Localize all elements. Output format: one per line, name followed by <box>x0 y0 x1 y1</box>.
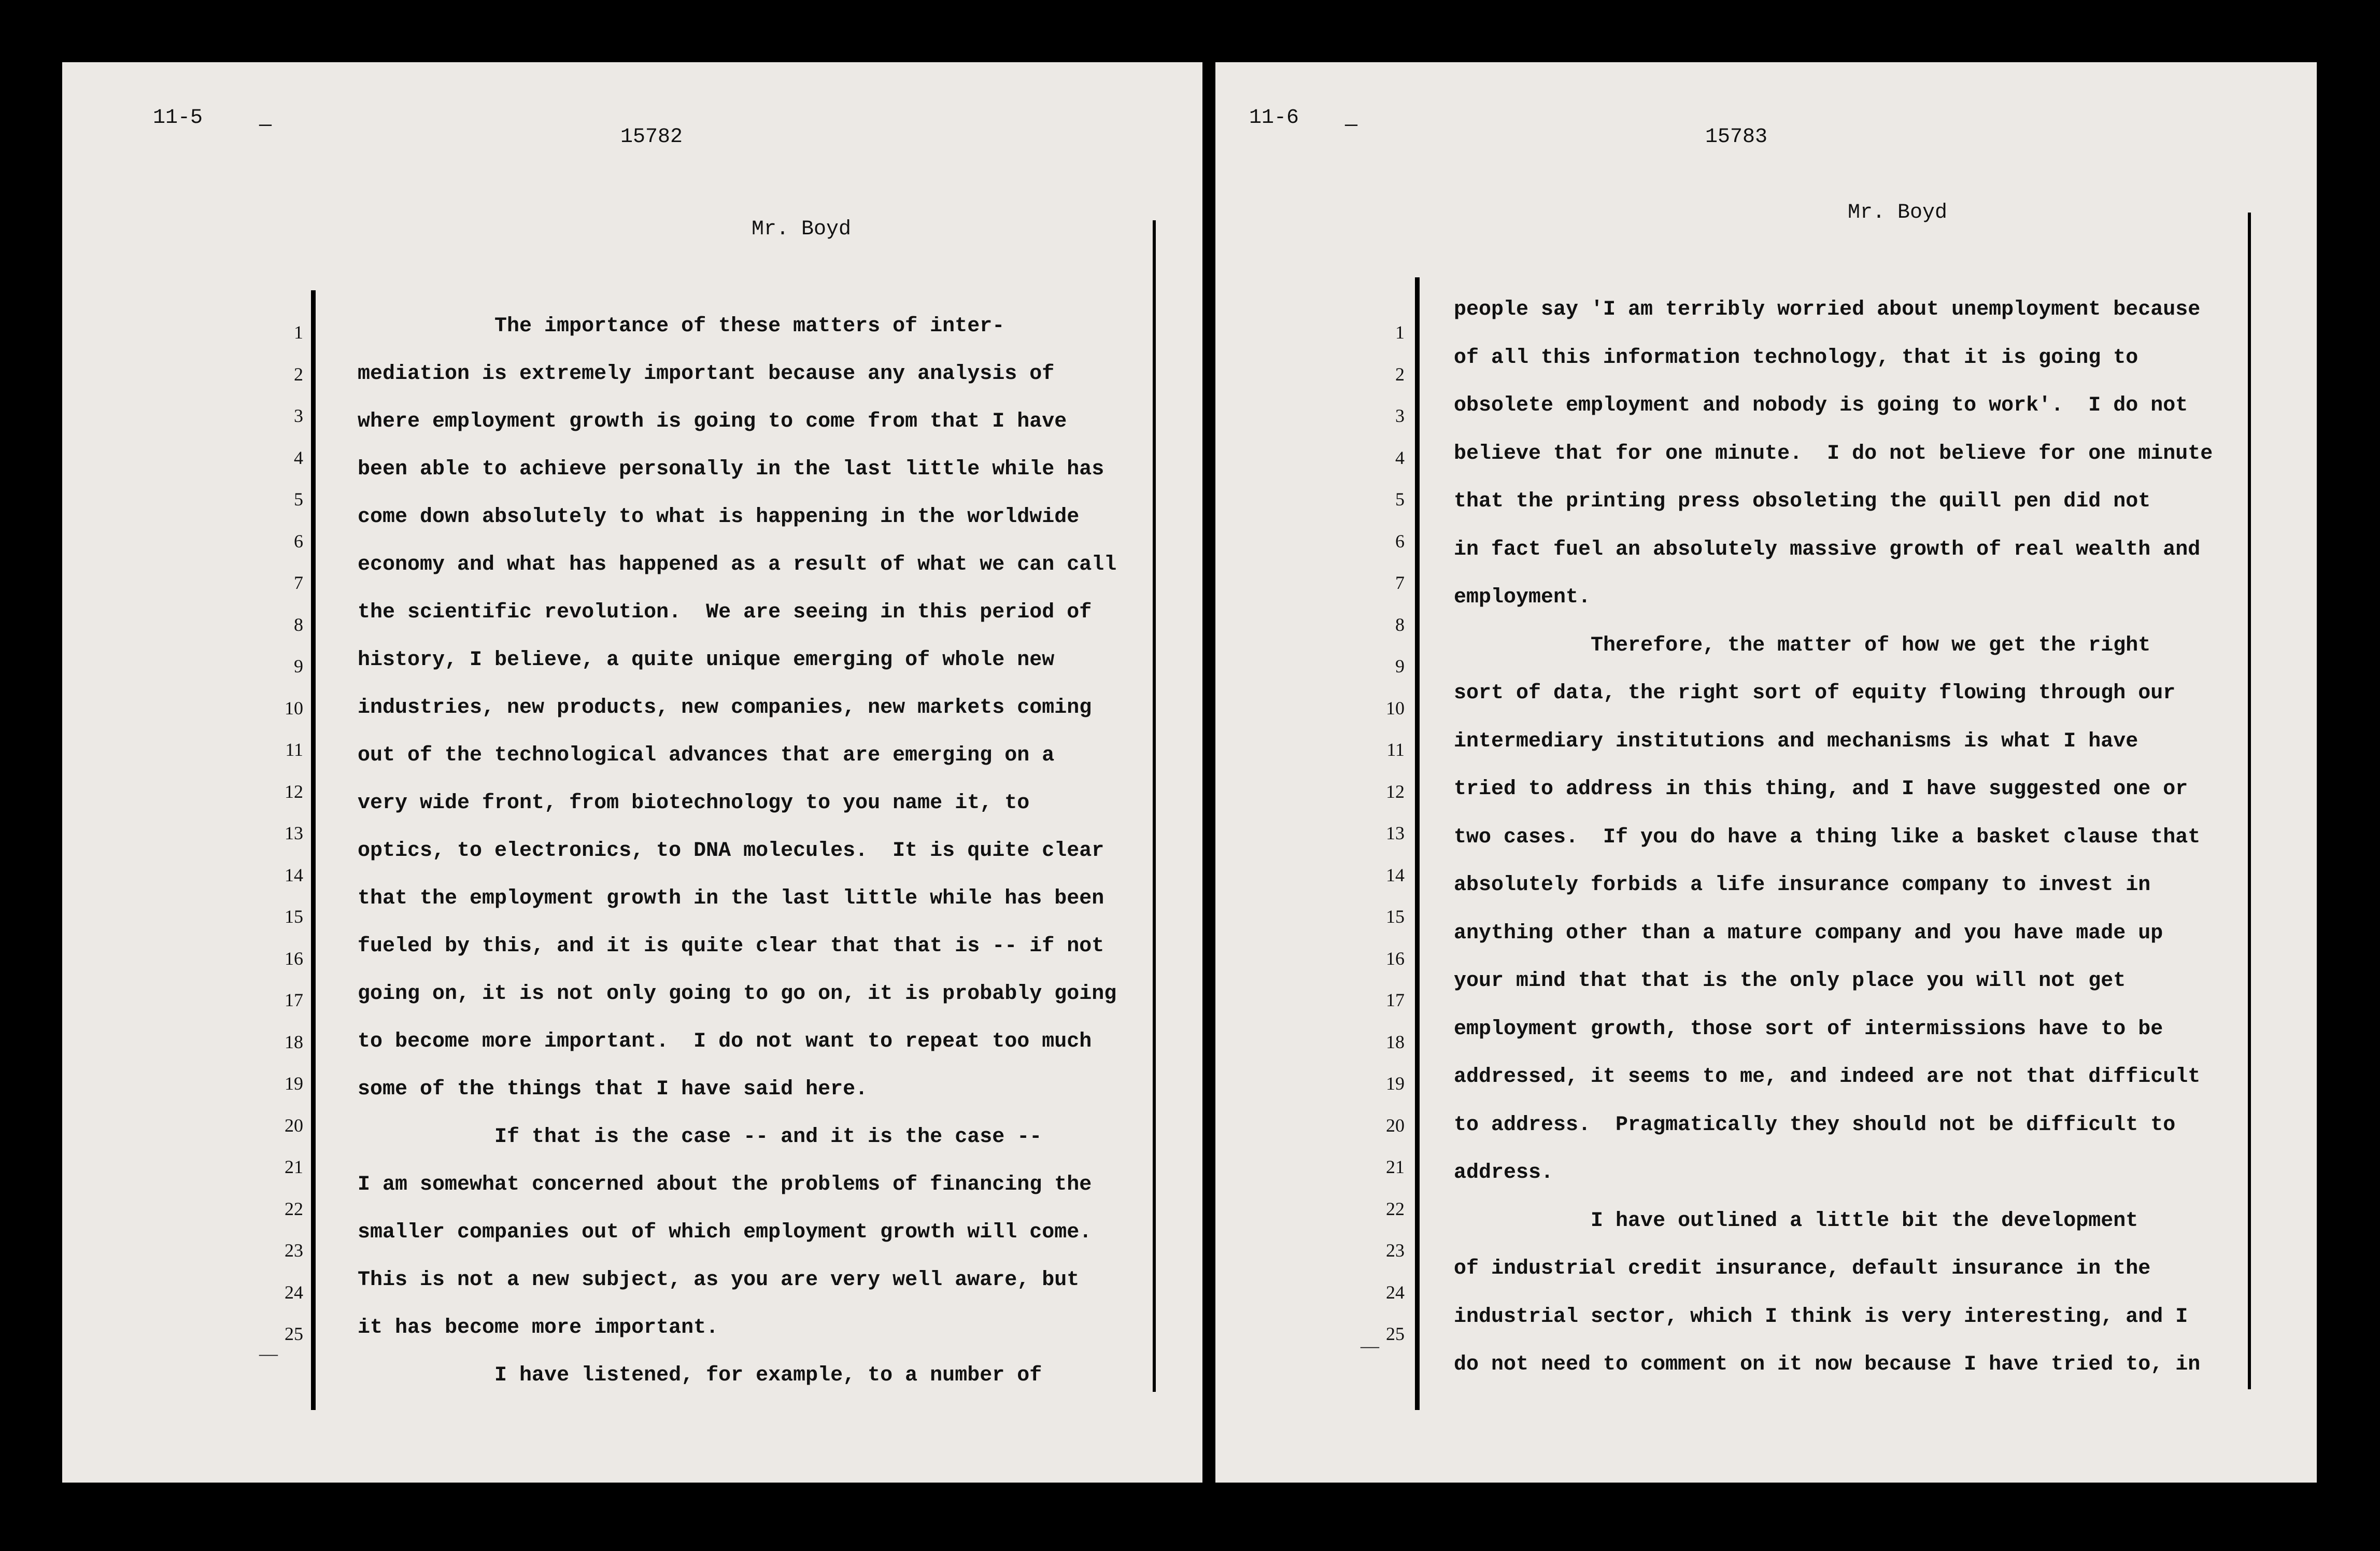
text-line: people say 'I am terribly worried about unemployment because <box>1454 298 2201 321</box>
text-line: going on, it is not only going to go on, it is probably going <box>358 982 1117 1006</box>
text-line: employment growth, those sort of intermissions have to be <box>1454 1017 2163 1041</box>
text-line: If that is the case -- and it is the case -- <box>358 1125 1042 1149</box>
line-number: 3 <box>294 405 303 426</box>
line-number: 19 <box>1386 1073 1405 1094</box>
text-line: intermediary institutions and mechanisms is what I have <box>1454 729 2138 753</box>
text-line: been able to achieve personally in the last little while has <box>358 458 1104 481</box>
right-page-number: 15783 <box>1705 125 1768 149</box>
line-number: 17 <box>285 990 303 1010</box>
line-number: 2 <box>1395 363 1405 385</box>
line-number: 21 <box>285 1157 303 1177</box>
left-line-25-mark: — <box>259 1343 278 1364</box>
line-number: 5 <box>294 489 303 510</box>
line-number: 18 <box>1386 1031 1405 1052</box>
line-number: 12 <box>1386 781 1405 802</box>
line-number: 4 <box>294 447 303 468</box>
text-line: come down absolutely to what is happening in the worldwide <box>358 505 1080 529</box>
left-page-ref: 11-5 <box>153 106 203 130</box>
text-line: that the employment growth in the last little while has been <box>358 887 1104 910</box>
text-line: industries, new products, new companies, new markets coming <box>358 696 1092 720</box>
line-number: 10 <box>1386 697 1405 718</box>
line-number: 15 <box>285 906 303 927</box>
left-page-number: 15782 <box>620 125 683 149</box>
text-line: history, I believe, a quite unique emerging of whole new <box>358 648 1055 672</box>
text-line: in fact fuel an absolutely massive growth of real wealth and <box>1454 538 2201 561</box>
left-right-rule <box>1153 220 1156 1392</box>
left-margin-rule <box>311 290 316 1410</box>
right-header-dash: — <box>1345 114 1358 137</box>
line-number: 22 <box>285 1198 303 1219</box>
text-line: I am somewhat concerned about the problems of financing the <box>358 1173 1092 1196</box>
text-line: sort of data, the right sort of equity flowing through our <box>1454 682 2176 705</box>
right-line-25-mark: — <box>1361 1335 1379 1356</box>
text-line: your mind that that is the only place you will not get <box>1454 969 2126 993</box>
text-line: economy and what has happened as a result of what we can call <box>358 553 1117 576</box>
line-number: 3 <box>1395 405 1405 426</box>
text-line: of industrial credit insurance, default insurance in the <box>1454 1257 2151 1280</box>
text-line: I have listened, for example, to a number of <box>358 1364 1042 1387</box>
line-number: 23 <box>285 1240 303 1261</box>
text-line: of all this information technology, that it is going to <box>1454 346 2138 370</box>
line-number: 24 <box>1386 1281 1405 1303</box>
line-number: 20 <box>1386 1115 1405 1136</box>
text-line: where employment growth is going to come from that I have <box>358 410 1067 433</box>
text-line: employment. <box>1454 586 1591 609</box>
text-line: absolutely forbids a life insurance company to invest in <box>1454 873 2151 897</box>
text-line: addressed, it seems to me, and indeed are not that difficult <box>1454 1065 2201 1089</box>
text-line: Therefore, the matter of how we get the right <box>1454 633 2151 657</box>
left-header-dash: — <box>259 114 272 137</box>
left-speaker-name: Mr. Boyd <box>752 218 852 241</box>
line-number: 4 <box>1395 447 1405 468</box>
line-number: 7 <box>1395 572 1405 593</box>
right-right-rule <box>2248 213 2251 1389</box>
line-number: 13 <box>1386 823 1405 843</box>
line-number: 7 <box>294 572 303 593</box>
text-line: obsolete employment and nobody is going to work'. I do not <box>1454 394 2188 417</box>
text-line: smaller companies out of which employment growth will come. <box>358 1221 1092 1244</box>
line-number: 18 <box>285 1031 303 1052</box>
line-number: 14 <box>285 864 303 885</box>
line-number: 21 <box>1386 1157 1405 1177</box>
line-number: 23 <box>1386 1240 1405 1261</box>
text-line: to become more important. I do not want to repeat too much <box>358 1030 1092 1053</box>
text-line: out of the technological advances that are emerging on a <box>358 744 1055 767</box>
line-number: 6 <box>1395 530 1405 552</box>
text-line: anything other than a mature company and you have made up <box>1454 921 2163 945</box>
line-number: 1 <box>294 322 303 343</box>
text-line: mediation is extremely important because any analysis of <box>358 362 1055 386</box>
text-line: the scientific revolution. We are seeing in this period of <box>358 601 1092 624</box>
line-number: 15 <box>1386 906 1405 927</box>
line-number: 9 <box>1395 656 1405 676</box>
line-number: 25 <box>285 1323 303 1344</box>
text-line: some of the things that I have said here. <box>358 1078 868 1101</box>
line-number: 13 <box>285 823 303 843</box>
line-number: 16 <box>1386 948 1405 969</box>
text-line: fueled by this, and it is quite clear that that is -- if not <box>358 935 1104 958</box>
line-number: 5 <box>1395 489 1405 510</box>
line-number: 16 <box>285 948 303 969</box>
line-number: 8 <box>1395 614 1405 635</box>
line-number: 11 <box>285 739 303 760</box>
text-line: I have outlined a little bit the development <box>1454 1209 2138 1233</box>
right-page-ref: 11-6 <box>1249 106 1299 130</box>
line-number: 12 <box>285 781 303 802</box>
line-number: 10 <box>285 697 303 718</box>
right-transcript-page <box>1215 62 2317 1483</box>
line-number: 25 <box>1386 1323 1405 1344</box>
right-speaker-name: Mr. Boyd <box>1848 201 1948 224</box>
text-line: to address. Pragmatically they should not be difficult to <box>1454 1113 2176 1137</box>
text-line: very wide front, from biotechnology to you name it, to <box>358 792 1030 815</box>
line-number: 20 <box>285 1115 303 1136</box>
text-line: optics, to electronics, to DNA molecules. It is quite clear <box>358 839 1104 863</box>
line-number: 9 <box>294 656 303 676</box>
text-line: This is not a new subject, as you are very well aware, but <box>358 1268 1080 1292</box>
right-margin-rule <box>1415 277 1420 1410</box>
left-transcript-page <box>62 62 1202 1483</box>
line-number: 6 <box>294 530 303 552</box>
line-number: 24 <box>285 1281 303 1303</box>
text-line: that the printing press obsoleting the quill pen did not <box>1454 490 2151 513</box>
line-number: 11 <box>1386 739 1405 760</box>
text-line: The importance of these matters of inter- <box>358 315 1005 338</box>
line-number: 17 <box>1386 990 1405 1010</box>
line-number: 14 <box>1386 864 1405 885</box>
line-number: 2 <box>294 363 303 385</box>
text-line: two cases. If you do have a thing like a basket clause that <box>1454 825 2201 849</box>
line-number: 19 <box>285 1073 303 1094</box>
text-line: address. <box>1454 1161 1554 1185</box>
text-line: tried to address in this thing, and I have suggested one or <box>1454 778 2188 801</box>
text-line: industrial sector, which I think is very interesting, and I <box>1454 1305 2188 1329</box>
line-number: 1 <box>1395 322 1405 343</box>
text-line: it has become more important. <box>358 1316 719 1340</box>
text-line: believe that for one minute. I do not believe for one minute <box>1454 442 2213 466</box>
line-number: 8 <box>294 614 303 635</box>
line-number: 22 <box>1386 1198 1405 1219</box>
text-line: do not need to comment on it now because I have tried to, in <box>1454 1353 2201 1376</box>
